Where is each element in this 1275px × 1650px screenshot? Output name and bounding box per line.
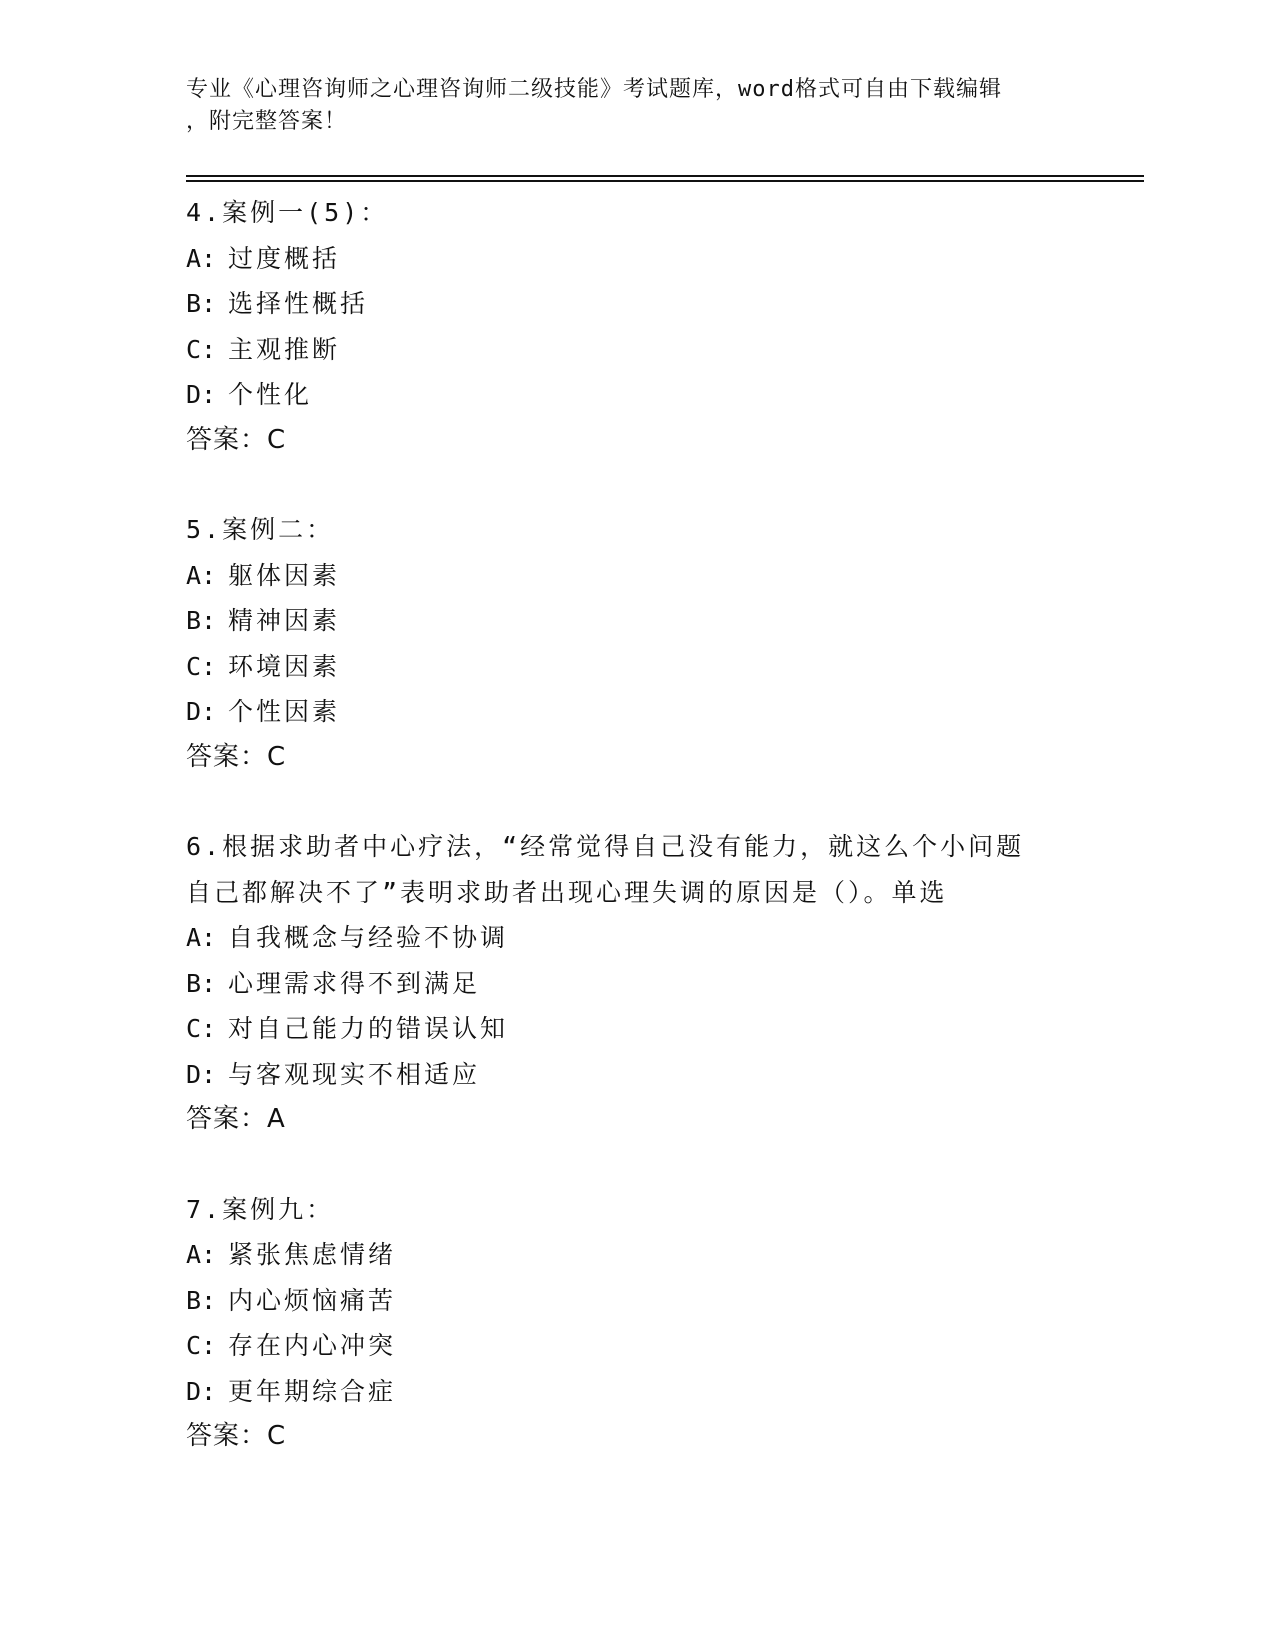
- header-divider-bottom: [186, 180, 1144, 182]
- option-c: [186, 1006, 1086, 1052]
- option-letter: D:: [186, 1376, 217, 1406]
- option-letter: A:: [186, 560, 217, 590]
- question-stem: 6.根据求助者中心疗法，“经常觉得自己没有能力，就这么个小问题: [186, 832, 1025, 861]
- question-list: [186, 190, 1086, 1504]
- option-letter: A:: [186, 1240, 217, 1269]
- option-letter: D:: [186, 1059, 217, 1089]
- question-block: [186, 1187, 1086, 1460]
- option-c: [186, 1323, 1086, 1369]
- option-text: 与客观现实不相适应: [228, 1059, 481, 1089]
- option-text: 更年期综合症: [228, 1376, 397, 1406]
- option-letter: D:: [186, 697, 217, 726]
- option-text: 存在内心冲突: [228, 1331, 397, 1360]
- option-text: 内心烦恼痛苦: [228, 1285, 397, 1315]
- option-letter: D:: [186, 380, 217, 409]
- question-block: [186, 507, 1086, 780]
- option-d: [186, 1369, 1086, 1415]
- answer-line: 答案：C: [186, 741, 287, 772]
- question-stem: 4.案例一(5)：: [186, 198, 389, 227]
- option-c: [186, 327, 1086, 373]
- option-letter: C:: [186, 651, 217, 681]
- answer-line: 答案：C: [186, 1421, 287, 1451]
- option-a: [186, 553, 1086, 599]
- option-c: [186, 644, 1086, 690]
- option-b: [186, 598, 1086, 644]
- option-a: [186, 1232, 1086, 1278]
- question-stem-continued: 自己都解决不了”表明求助者出现心理失调的原因是（）。单选: [186, 877, 948, 907]
- header-divider-top: [186, 175, 1144, 177]
- option-letter: B:: [186, 1285, 217, 1315]
- option-letter: A:: [186, 923, 217, 952]
- option-text: 精神因素: [228, 606, 341, 635]
- question-block: [186, 190, 1086, 463]
- option-d: [186, 372, 1086, 418]
- option-d: [186, 689, 1086, 735]
- option-letter: A:: [186, 243, 217, 273]
- header-line-2: ，附完整答案！: [186, 109, 348, 134]
- option-b: [186, 961, 1086, 1007]
- header-line-1: 专业《心理咨询师之心理咨询师二级技能》考试题库，word格式可自由下载编辑: [186, 77, 1002, 102]
- option-text: 选择性概括: [228, 289, 369, 318]
- option-text: 环境因素: [228, 651, 341, 681]
- option-letter: B:: [186, 968, 217, 998]
- option-text: 个性因素: [228, 697, 341, 726]
- answer-line: 答案：C: [186, 424, 287, 455]
- option-text: 对自己能力的错误认知: [228, 1014, 509, 1043]
- option-letter: C:: [186, 1014, 217, 1043]
- option-letter: C:: [186, 1331, 217, 1360]
- option-text: 自我概念与经验不协调: [228, 923, 509, 952]
- option-text: 主观推断: [228, 334, 341, 364]
- option-a: [186, 236, 1086, 282]
- option-letter: B:: [186, 606, 217, 635]
- option-text: 心理需求得不到满足: [228, 968, 481, 998]
- option-text: 躯体因素: [228, 560, 341, 590]
- option-d: [186, 1052, 1086, 1098]
- document-header: [186, 74, 1066, 138]
- option-b: [186, 281, 1086, 327]
- question-stem: 7.案例九：: [186, 1194, 335, 1224]
- question-block: [186, 824, 1086, 1143]
- option-text: 紧张焦虑情绪: [228, 1240, 397, 1269]
- question-stem: 5.案例二：: [186, 515, 335, 544]
- option-b: [186, 1278, 1086, 1324]
- option-letter: C:: [186, 334, 217, 364]
- option-letter: B:: [186, 289, 217, 318]
- option-a: [186, 915, 1086, 961]
- answer-line: 答案：A: [186, 1104, 286, 1134]
- option-text: 过度概括: [228, 243, 341, 273]
- option-text: 个性化: [228, 380, 313, 409]
